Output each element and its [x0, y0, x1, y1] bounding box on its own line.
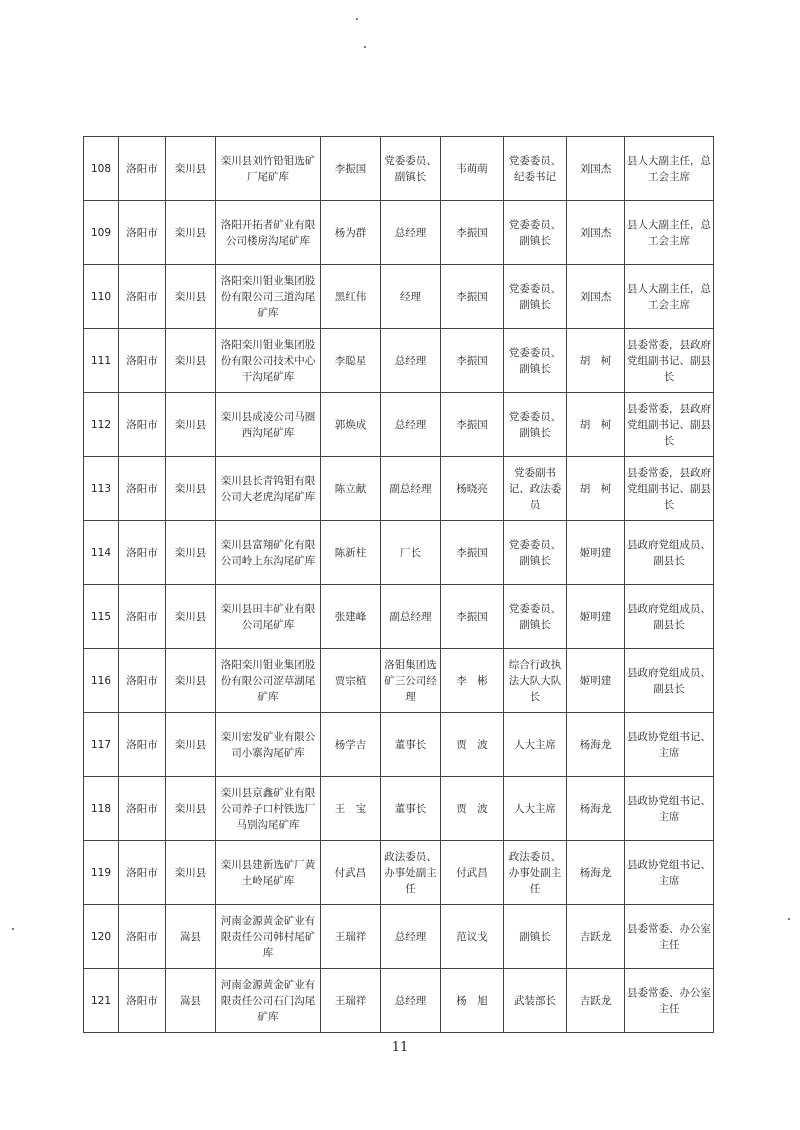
cell-gov-person: 刘国杰: [567, 137, 625, 201]
cell-gov-title: 县委常委、办公室主任: [625, 969, 714, 1033]
table-row: [84, 905, 714, 969]
cell-enterprise-title: 总经理: [381, 393, 441, 457]
cell-city: 洛阳市: [119, 521, 166, 585]
cell-gov-person: 胡 柯: [567, 329, 625, 393]
cell-county: 栾川县: [166, 841, 216, 905]
table-body: [84, 137, 714, 1033]
cell-regulator-person: 杨晓亮: [441, 457, 504, 521]
cell-no: 110: [84, 265, 119, 329]
cell-enterprise-title: 洛钼集团选矿三公司经理: [381, 649, 441, 713]
cell-gov-person: 杨海龙: [567, 777, 625, 841]
cell-reservoir: 栾川县刘竹铅钼选矿厂尾矿库: [216, 137, 321, 201]
cell-enterprise-title: 副总经理: [381, 457, 441, 521]
cell-city: 洛阳市: [119, 713, 166, 777]
cell-reservoir: 栾川宏发矿业有限公司小寨沟尾矿库: [216, 713, 321, 777]
cell-gov-person: 姬明建: [567, 649, 625, 713]
cell-gov-person: 胡 柯: [567, 393, 625, 457]
cell-enterprise-title: 总经理: [381, 201, 441, 265]
cell-regulator-title: 人大主席: [504, 777, 567, 841]
cell-regulator-title: 党委委员、副镇长: [504, 393, 567, 457]
cell-enterprise-person: 王瑞祥: [321, 905, 381, 969]
scan-speck: [788, 918, 790, 920]
cell-gov-title: 县政府党组成员、副县长: [625, 585, 714, 649]
cell-city: 洛阳市: [119, 201, 166, 265]
cell-reservoir: 河南金源黄金矿业有限责任公司石门沟尾矿库: [216, 969, 321, 1033]
table-row: [84, 329, 714, 393]
cell-regulator-title: 综合行政执法大队大队长: [504, 649, 567, 713]
cell-no: 120: [84, 905, 119, 969]
cell-reservoir: 栾川县建新选矿厂黄土岭尾矿库: [216, 841, 321, 905]
cell-enterprise-person: 王 宝: [321, 777, 381, 841]
cell-enterprise-title: 董事长: [381, 777, 441, 841]
cell-reservoir: 栾川县田丰矿业有限公司尾矿库: [216, 585, 321, 649]
cell-reservoir: 洛阳栾川钼业集团股份有限公司技术中心干沟尾矿库: [216, 329, 321, 393]
table-row: [84, 777, 714, 841]
cell-county: 栾川县: [166, 713, 216, 777]
cell-enterprise-title: 总经理: [381, 329, 441, 393]
cell-enterprise-person: 付武昌: [321, 841, 381, 905]
cell-gov-title: 县政协党组书记、主席: [625, 713, 714, 777]
cell-county: 嵩县: [166, 905, 216, 969]
cell-regulator-person: 杨 旭: [441, 969, 504, 1033]
cell-no: 119: [84, 841, 119, 905]
cell-regulator-title: 党委委员、副镇长: [504, 585, 567, 649]
cell-enterprise-title: 经理: [381, 265, 441, 329]
cell-county: 栾川县: [166, 777, 216, 841]
cell-enterprise-person: 贾宗植: [321, 649, 381, 713]
scan-speck: [356, 18, 358, 20]
cell-no: 118: [84, 777, 119, 841]
cell-enterprise-title: 总经理: [381, 969, 441, 1033]
cell-enterprise-person: 王瑞祥: [321, 969, 381, 1033]
cell-enterprise-person: 杨学吉: [321, 713, 381, 777]
cell-regulator-person: 李振国: [441, 393, 504, 457]
cell-regulator-person: 李振国: [441, 329, 504, 393]
cell-no: 115: [84, 585, 119, 649]
cell-city: 洛阳市: [119, 329, 166, 393]
table-row: [84, 969, 714, 1033]
cell-city: 洛阳市: [119, 457, 166, 521]
cell-enterprise-person: 李振国: [321, 137, 381, 201]
cell-enterprise-person: 张建峰: [321, 585, 381, 649]
cell-gov-title: 县人大副主任，总工会主席: [625, 265, 714, 329]
cell-gov-person: 吉跃龙: [567, 905, 625, 969]
table-row: [84, 201, 714, 265]
cell-enterprise-person: 黑红伟: [321, 265, 381, 329]
cell-county: 栾川县: [166, 265, 216, 329]
cell-no: 116: [84, 649, 119, 713]
cell-city: 洛阳市: [119, 969, 166, 1033]
cell-no: 111: [84, 329, 119, 393]
cell-county: 栾川县: [166, 649, 216, 713]
cell-no: 121: [84, 969, 119, 1033]
cell-gov-title: 县人大副主任，总工会主席: [625, 137, 714, 201]
cell-enterprise-title: 副总经理: [381, 585, 441, 649]
cell-gov-person: 姬明建: [567, 585, 625, 649]
cell-gov-title: 县政府党组成员、副县长: [625, 521, 714, 585]
cell-regulator-title: 党委委员、副镇长: [504, 201, 567, 265]
cell-enterprise-title: 总经理: [381, 905, 441, 969]
cell-gov-title: 县委常委，县政府党组副书记、副县长: [625, 393, 714, 457]
cell-regulator-title: 党委副书记、政法委员: [504, 457, 567, 521]
cell-reservoir: 栾川县京鑫矿业有限公司养子口村铁选厂马别沟尾矿库: [216, 777, 321, 841]
cell-reservoir: 栾川县富翔矿化有限公司岭上东沟尾矿库: [216, 521, 321, 585]
cell-gov-title: 县委常委、办公室主任: [625, 905, 714, 969]
cell-gov-person: 胡 柯: [567, 457, 625, 521]
cell-county: 栾川县: [166, 201, 216, 265]
cell-regulator-title: 党委委员、副镇长: [504, 265, 567, 329]
table-row: [84, 649, 714, 713]
cell-regulator-person: 范议戈: [441, 905, 504, 969]
cell-gov-person: 杨海龙: [567, 713, 625, 777]
tailings-responsibility-table: [83, 136, 714, 1033]
cell-gov-title: 县政协党组书记、主席: [625, 841, 714, 905]
cell-gov-person: 刘国杰: [567, 265, 625, 329]
cell-regulator-title: 人大主席: [504, 713, 567, 777]
cell-county: 栾川县: [166, 393, 216, 457]
cell-enterprise-person: 杨为群: [321, 201, 381, 265]
table-row: [84, 521, 714, 585]
cell-gov-person: 姬明建: [567, 521, 625, 585]
cell-enterprise-title: 厂长: [381, 521, 441, 585]
cell-no: 117: [84, 713, 119, 777]
cell-county: 栾川县: [166, 137, 216, 201]
cell-regulator-title: 党委委员、副镇长: [504, 521, 567, 585]
table-row: [84, 137, 714, 201]
scan-speck: [364, 46, 366, 48]
cell-enterprise-person: 李聪星: [321, 329, 381, 393]
cell-no: 112: [84, 393, 119, 457]
cell-county: 栾川县: [166, 521, 216, 585]
cell-city: 洛阳市: [119, 137, 166, 201]
cell-regulator-person: 李 彬: [441, 649, 504, 713]
table-row: [84, 713, 714, 777]
cell-county: 栾川县: [166, 585, 216, 649]
cell-gov-person: 吉跃龙: [567, 969, 625, 1033]
cell-gov-title: 县政协党组书记、主席: [625, 777, 714, 841]
cell-regulator-title: 党委委员、纪委书记: [504, 137, 567, 201]
cell-city: 洛阳市: [119, 777, 166, 841]
cell-city: 洛阳市: [119, 841, 166, 905]
scan-speck: [12, 928, 14, 930]
cell-regulator-person: 李振国: [441, 585, 504, 649]
cell-reservoir: 洛阳栾川钼业集团股份有限公司三道沟尾矿库: [216, 265, 321, 329]
cell-gov-title: 县委常委，县政府党组副书记、副县长: [625, 329, 714, 393]
table-row: [84, 393, 714, 457]
cell-regulator-title: 政法委员、办事处副主任: [504, 841, 567, 905]
cell-city: 洛阳市: [119, 905, 166, 969]
tailings-responsibility-table-container: [83, 136, 713, 1033]
table-row: [84, 265, 714, 329]
cell-county: 栾川县: [166, 329, 216, 393]
cell-reservoir: 栾川县成凌公司马圈西沟尾矿库: [216, 393, 321, 457]
cell-county: 嵩县: [166, 969, 216, 1033]
cell-enterprise-title: 政法委员、办事处副主任: [381, 841, 441, 905]
cell-regulator-person: 李振国: [441, 265, 504, 329]
cell-reservoir: 河南金源黄金矿业有限责任公司韩村尾矿库: [216, 905, 321, 969]
cell-enterprise-title: 党委委员、副镇长: [381, 137, 441, 201]
cell-gov-person: 刘国杰: [567, 201, 625, 265]
cell-no: 108: [84, 137, 119, 201]
cell-regulator-person: 李振国: [441, 201, 504, 265]
cell-reservoir: 栾川县长青钨钼有限公司大老虎沟尾矿库: [216, 457, 321, 521]
cell-city: 洛阳市: [119, 265, 166, 329]
cell-regulator-person: 李振国: [441, 521, 504, 585]
table-row: [84, 841, 714, 905]
cell-regulator-person: 贾 波: [441, 713, 504, 777]
cell-city: 洛阳市: [119, 649, 166, 713]
cell-regulator-person: 贾 波: [441, 777, 504, 841]
cell-city: 洛阳市: [119, 393, 166, 457]
cell-enterprise-person: 陈立献: [321, 457, 381, 521]
page-number: 11: [391, 1040, 409, 1055]
table-row: [84, 585, 714, 649]
cell-no: 109: [84, 201, 119, 265]
cell-gov-title: 县委常委，县政府党组副书记、副县长: [625, 457, 714, 521]
cell-county: 栾川县: [166, 457, 216, 521]
cell-regulator-person: 韦萌萌: [441, 137, 504, 201]
cell-city: 洛阳市: [119, 585, 166, 649]
cell-gov-title: 县人大副主任，总工会主席: [625, 201, 714, 265]
cell-enterprise-title: 董事长: [381, 713, 441, 777]
table-row: [84, 457, 714, 521]
cell-gov-person: 杨海龙: [567, 841, 625, 905]
cell-regulator-title: 党委委员、副镇长: [504, 329, 567, 393]
cell-regulator-title: 副镇长: [504, 905, 567, 969]
cell-no: 114: [84, 521, 119, 585]
cell-regulator-person: 付武昌: [441, 841, 504, 905]
cell-reservoir: 洛阳栾川钼业集团股份有限公司涩草湖尾矿库: [216, 649, 321, 713]
cell-enterprise-person: 陈新柱: [321, 521, 381, 585]
cell-no: 113: [84, 457, 119, 521]
cell-reservoir: 洛阳开拓者矿业有限公司楼房沟尾矿库: [216, 201, 321, 265]
cell-enterprise-person: 郭焕成: [321, 393, 381, 457]
cell-gov-title: 县政府党组成员、副县长: [625, 649, 714, 713]
cell-regulator-title: 武装部长: [504, 969, 567, 1033]
